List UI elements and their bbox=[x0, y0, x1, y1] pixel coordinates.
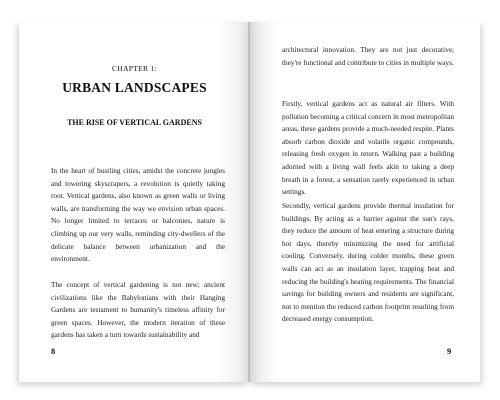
body-paragraph: The concept of vertical gardening is not new; ancient civilizations like the Babylonians with their Hanging Gardens are testament to humanity's timeless affinity for green spaces. However, the modern iteration of these gardens has taken a turn towards sustainability and bbox=[51, 280, 225, 340]
body-paragraph: Secondly, vertical gardens provide thermal insulation for buildings. By acting as a barrier against the sun's rays, they reduce the amount of heat entering a structure during hot days, thereby minimizing the need for artificial cooling. Conversely, during colder months, these green walls can act as an insulation layer, trapping heat and reducing the building's heating requirements. The financial savings for building owners and residents are significant, not to mention the reduced carbon footprint resulting from decreased energy consumption. bbox=[282, 201, 454, 324]
chapter-title: URBAN LANDSCAPES bbox=[62, 80, 207, 95]
body-paragraph: In the heart of bustling cities, amidst the concrete jungles and towering skyscrapers, a revolution is quietly taking root. Vertical gardens, also known as green walls or living walls, are transforming the way we envision urban spaces. No longer limited to terraces or balconies, nature is climbing up our very walls, reminding city-dwellers of the delicate balance between urbanization and the environment. bbox=[51, 166, 225, 264]
chapter-label: CHAPTER 1: bbox=[112, 64, 157, 73]
open-book bbox=[19, 22, 480, 382]
page-number: 9 bbox=[447, 346, 452, 356]
section-title: THE RISE OF VERTICAL GARDENS bbox=[67, 118, 202, 127]
page-number: 8 bbox=[51, 346, 56, 356]
left-page bbox=[19, 22, 250, 382]
right-page bbox=[250, 22, 480, 382]
body-paragraph: Firstly, vertical gardens act as natural air filters. With pollution becoming a critical concern in most metropolitan areas, these gardens provide a much-needed respite. Plants absorb carbon dioxide and volatile organic compounds, releasing fresh oxygen in return. Walking past a building adorned with a living wall feels akin to taking a deep breath in a forest, a sensation rarely experienced in urban settings. bbox=[282, 99, 454, 197]
body-paragraph: architectural innovation. They are not just decorative; they're functional and contribute to cities in multiple ways. bbox=[282, 45, 454, 67]
